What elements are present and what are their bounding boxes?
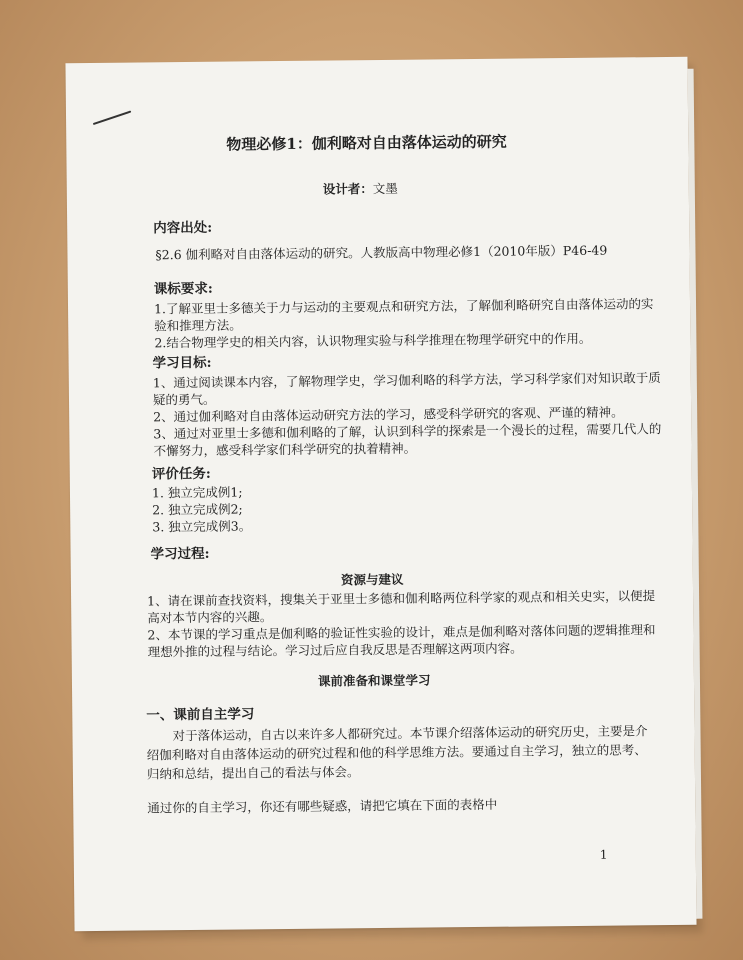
- learning-process-heading: 学习过程:: [150, 545, 210, 563]
- curriculum-line: 2.结合物理学史的相关内容，认识物理实验与科学推理在物理学研究中的作用。: [154, 330, 592, 351]
- prep-heading: 课前准备和课堂学习: [317, 672, 431, 689]
- resources-line: 高对本节内容的兴趣。: [147, 609, 273, 626]
- content-source-text: §2.6 伽利略对自由落体运动的研究。人教版高中物理必修1（2010年版）P46-49: [155, 242, 608, 263]
- paper-stack-edge: [688, 69, 703, 919]
- designer-name: 文墨: [372, 180, 398, 197]
- learning-goal-line: 3、通过对亚里士多德和伽利略的了解，认识到科学的探索是一个漫长的过程，需要几代人的: [153, 421, 662, 442]
- learning-goal-line: 2、通过伽利略对自由落体运动研究方法的学习，感受科学研究的客观、严谨的精神。: [153, 404, 624, 425]
- learning-goal-line: 不懈努力，感受科学家们科学研究的执着精神。: [153, 440, 417, 459]
- self-study-line: 绍伽利略对自由落体运动的研究过程和他的科学思维方法。要通过自主学习，独立的思考、: [146, 742, 647, 763]
- self-study-heading: 一、课前自主学习: [146, 706, 255, 724]
- pen-mark: [93, 110, 132, 125]
- page-number: 1: [599, 847, 608, 862]
- curriculum-line: 验和推理方法。: [154, 317, 242, 334]
- document-page: [65, 57, 696, 931]
- learning-goals-heading: 学习目标:: [152, 354, 212, 372]
- evaluation-item: 3. 独立完成例3。: [152, 518, 252, 535]
- learning-goal-line: 1、通过阅读课本内容，了解物理学史，学习伽利略的科学方法，学习科学家们对知识敢于质: [152, 370, 661, 391]
- self-study-line: 对于落体运动，自古以来许多人都研究过。本节课介绍落体运动的研究历史，主要是介: [172, 723, 648, 744]
- learning-goal-line: 疑的勇气。: [152, 391, 216, 408]
- resources-line: 2、本节课的学习重点是伽利略的验证性实验的设计，难点是伽利略对落体问题的逻辑推理和: [147, 622, 656, 643]
- curriculum-heading: 课标要求:: [153, 280, 213, 298]
- evaluation-item: 2. 独立完成例2;: [152, 501, 243, 518]
- curriculum-line: 1.了解亚里士多德关于力与运动的主要观点和研究方法，了解伽利略研究自由落体运动的实: [153, 296, 654, 317]
- evaluation-item: 1. 独立完成例1;: [151, 484, 243, 501]
- content-source-heading: 内容出处:: [153, 219, 213, 237]
- resources-line: 理想外推的过程与结论。学习过后应自我反思是否理解这两项内容。: [147, 640, 523, 660]
- document-title: 物理必修1：伽利略对自由落体运动的研究: [226, 132, 507, 154]
- self-study-line: 归纳和总结，提出自己的看法与体会。: [146, 764, 360, 782]
- evaluation-heading: 评价任务:: [151, 465, 211, 483]
- resources-heading: 资源与建议: [340, 571, 404, 588]
- designer-label: 设计者：: [322, 181, 373, 197]
- closing-line: 通过你的自主学习，你还有哪些疑惑，请把它填在下面的表格中: [147, 796, 498, 816]
- resources-line: 1、请在课前查找资料，搜集关于亚里士多德和伽利略两位科学家的观点和相关史实，以便提: [147, 588, 656, 609]
